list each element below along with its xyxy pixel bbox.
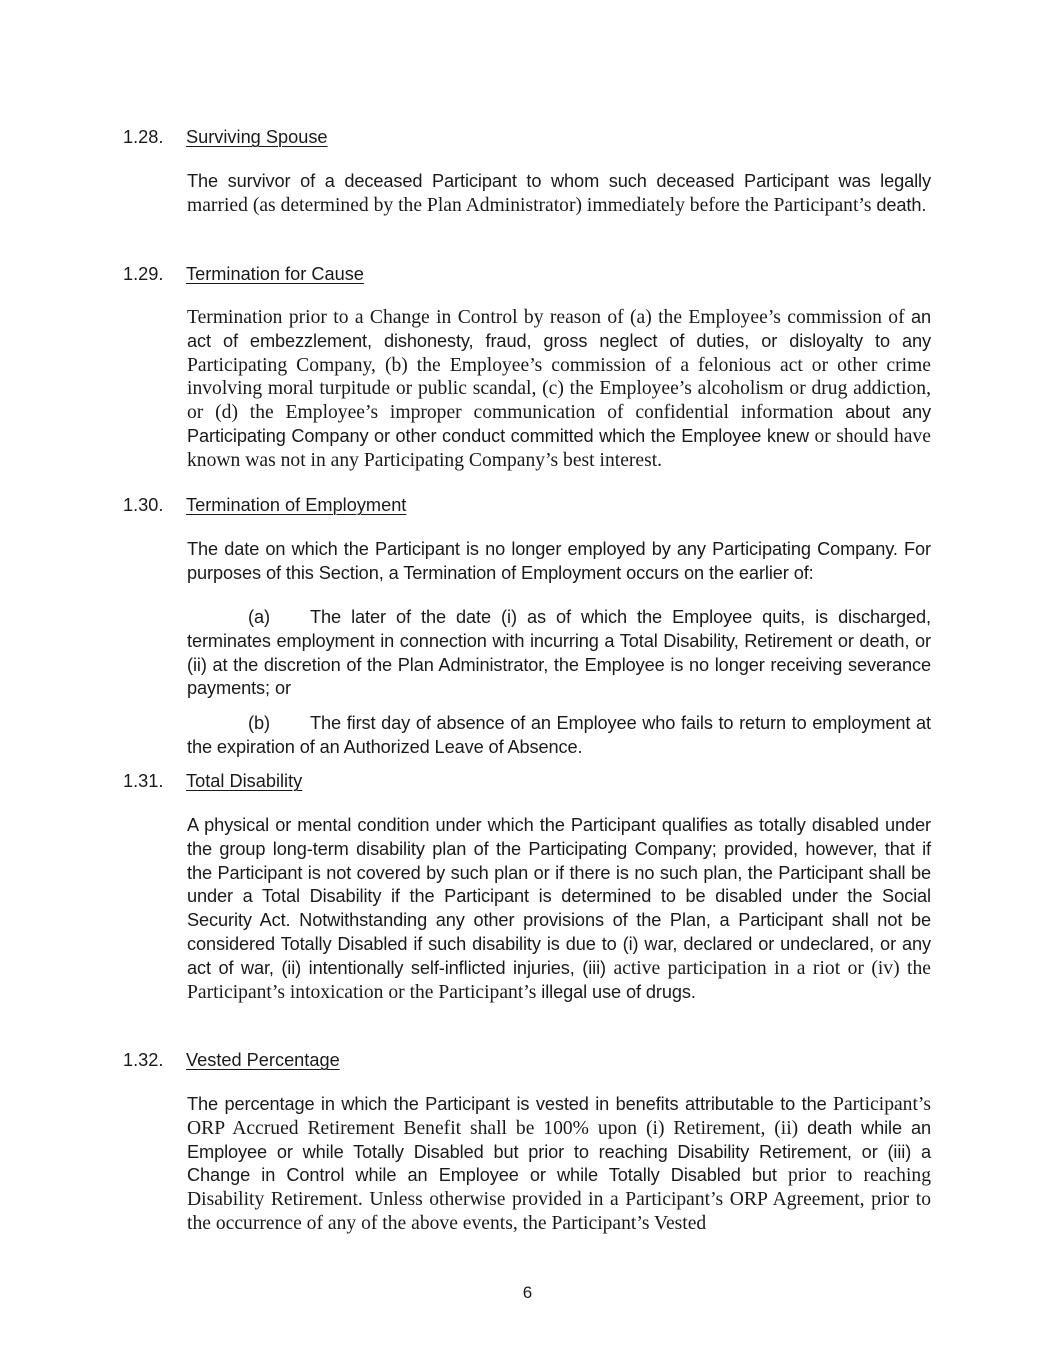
section-title: Surviving Spouse [186,127,328,147]
body-text: an act of embezzlement, dishonesty, fraud, gross neglect of duties, or disloyalty to any [187,307,931,351]
body-text: about any Participating Company or other conduct committed which the Employee knew [187,402,932,446]
section-title: Termination for Cause [186,264,364,284]
page-number: 6 [522,1283,533,1302]
section-heading-1-30 [123,493,406,517]
body-text: illegal use of drugs. [541,981,696,1002]
body-text: Termination prior to a Change in Control by reason of (a) the Employee’s commission of [187,307,911,328]
body-text: active participation in a riot or (iv) the Participant’s intoxication or the Participant’s [187,957,931,1003]
body-text: A physical or mental condition under which the Participant qualifies as totally disabled under the group long-term disability plan of the Participating Company; provided, however, that if the Participant is not covered by such plan or if there is no such plan, the Participant shall be under a Total Disability if the Participant is determined to be disabled under the Social Security Act. Notwithstanding any other provisions of the Plan, a Participant shall not be considered Totally Disabled if such disability is due to (i) war, declared or undeclared, or any act of war, (ii) intentionally self-inflicted injuries, (iii) [187,815,931,978]
section-title: Total Disability [186,771,303,791]
section-heading-1-29 [123,262,364,286]
section-title: Termination of Employment [186,495,407,515]
body-text: married (as determined by the Plan Administrator) immediately before the Participant’s [187,194,877,216]
body-text: death. [876,194,927,215]
body-text: or should have known was not in any Participating Company’s best interest. [187,425,931,471]
section-title: Vested Percentage [186,1050,340,1070]
body-text: prior to reaching Disability Retirement. Unless otherwise provided in a Participant’s ORP Agreement, prior to the occurrence of any of the above events, the Participant’s Vested [187,1165,931,1234]
subitem-label: (a) [248,607,270,627]
subitem-b [187,712,931,760]
section-heading-1-28 [123,125,328,149]
subitem-text: The first day of absence of an Employee who fails to return to employment at the expiration of an Authorized Leave of Absence. [187,713,931,757]
section-body-1-28 [187,170,931,218]
section-number: 1.32. [123,1050,164,1070]
subitem-label: (b) [248,713,270,733]
section-body-1-29 [187,306,931,473]
subitem-a [187,606,931,701]
section-body-1-32 [187,1093,931,1236]
body-text: The survivor of a deceased Participant to whom such deceased Participant was legally [187,171,931,191]
section-number: 1.28. [123,127,164,147]
body-text: death while an Employee or while Totally Disabled but prior to reaching Disability Retirement, or (iii) a Change in Control while an Employee or while Totally Disabled but [187,1117,931,1186]
section-heading-1-31 [123,769,302,793]
body-text: The percentage in which the Participant is vested in benefits attributable to the [187,1094,834,1114]
section-number: 1.29. [123,264,164,284]
body-text: Participant’s ORP Accrued Retirement Benefit shall be 100% upon (i) Retirement, (ii) [187,1094,931,1139]
subitem-text: The later of the date (i) as of which the Employee quits, is discharged, terminates employment in connection with incurring a Total Disability, Retirement or death, or (ii) at the discretion of the Plan Administrator, the Employee is no longer receiving severance payments; or [187,607,931,699]
body-text: The date on which the Participant is no longer employed by any Participating Company. For purposes of this Section, a Termination of Employment occurs on the earlier of: [187,539,931,583]
section-body-1-30 [187,538,931,586]
body-text: Participating Company, (b) the Employee’s commission of a felonious act or other crime involving moral turpitude or public scandal, (c) the Employee’s alcoholism or drug addiction, or (d) the Employee’s improper communication of confidential information [187,354,931,424]
section-number: 1.30. [123,495,164,515]
section-body-1-31 [187,814,931,1004]
section-heading-1-32 [123,1048,340,1072]
section-number: 1.31. [123,771,164,791]
